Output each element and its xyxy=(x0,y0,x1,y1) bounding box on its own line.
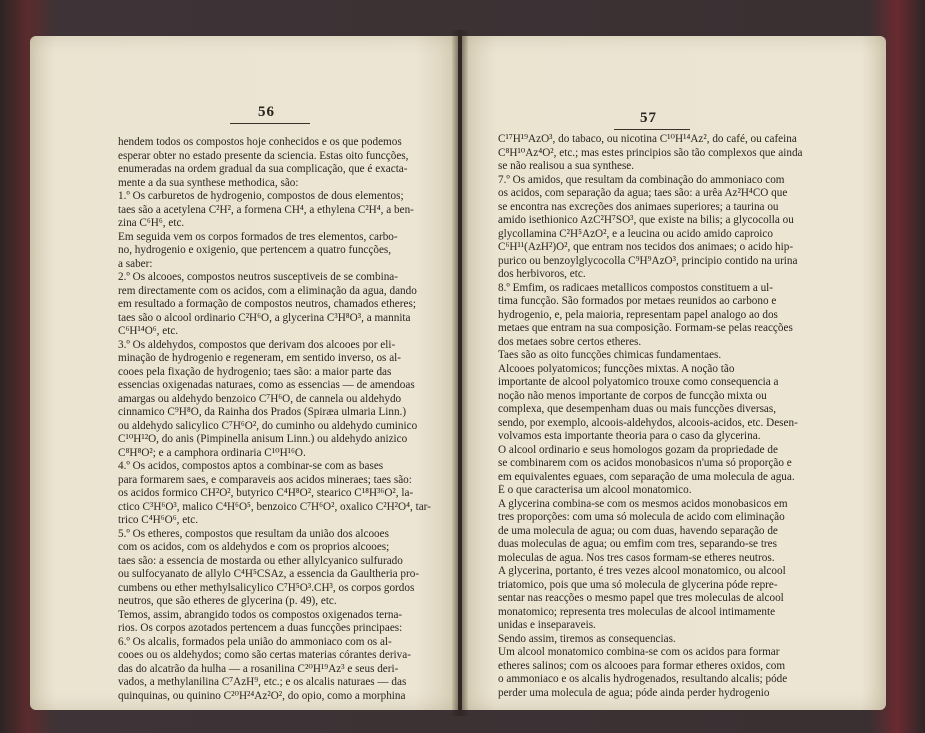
text-line: Temos, assim, abrangido todos os compostos oxigenados terna- xyxy=(118,608,403,621)
text-line: para formarem saes, e comparaveis aos acidos mineraes; taes são: xyxy=(118,473,412,486)
text-line: C⁸H¹⁰Az⁴O², etc.; mas estes principios são tão complexos que ainda xyxy=(498,146,803,159)
text-line: 6.º Os alcalis, formados pela união do ammoniaco com os al- xyxy=(118,635,392,648)
text-line: quinquinas, ou quinino C²⁰H²⁴Az²O², do opio, como a morphina xyxy=(118,689,406,702)
text-line: dos metaes sobre certos etheres. xyxy=(498,335,642,348)
text-line: 1.º Os carburetos de hydrogenio, compostos de dous elementos; xyxy=(118,190,404,202)
right-page xyxy=(462,36,886,710)
text-line: mente a da sua synthese methodica, são: xyxy=(118,176,299,189)
left-page xyxy=(30,36,458,710)
text-line: tres proporções: com uma só molecula de acido com eliminação xyxy=(498,511,785,523)
text-line: C⁸H⁸O²; e a camphora ordinaria C¹⁰H¹⁶O. xyxy=(118,446,306,459)
text-line: cooes pela fixação de hydrogenio; taes são: a maior parte das xyxy=(118,365,392,378)
text-line: 2.º Os alcooes, compostos neutros susceptiveis de se combina- xyxy=(118,271,398,283)
text-line: o ammoniaco e os alcalis hydrogenados, resultando alcalis; póde xyxy=(498,673,788,685)
text-line: em equivalentes eguaes, com separação de uma molecula de agua. xyxy=(498,470,795,483)
text-line: É o que caracterisa um alcool monatomico. xyxy=(498,484,692,496)
text-line: ou aldehydo salicylico C⁷H⁶O², do cuminho ou aldehydo cuminico xyxy=(118,419,418,432)
text-line: enumeradas na ordem gradual da sua complicação, que é exacta- xyxy=(118,163,408,175)
text-line: 5.º Os etheres, compostos que resultam da união dos alcooes xyxy=(118,527,389,540)
text-line: se não realisou a sua synthese. xyxy=(498,160,635,172)
text-line: taes são: a essencia de mostarda ou ether allylcyanico sulfurado xyxy=(118,554,403,567)
text-line: C⁶H¹¹(AzH²)O², que entram nos tecidos dos animaes; o acido hip- xyxy=(498,241,794,253)
text-line: ou sulfocyanato de allylo C⁴H⁵CSAz, a essencia da Gaultheria pro- xyxy=(118,568,420,580)
text-line: se combinarem com os acidos monobasicos n'uma só proporção e xyxy=(498,457,792,469)
text-line: 7.º Os amidos, que resultam da combinação do ammoniaco com xyxy=(498,173,785,186)
text-line: de uma molecula de agua; ou com duas, havendo separação de xyxy=(498,524,778,537)
text-line: cooes ou os aldehydos; como são certas materias córantes deriva- xyxy=(118,649,411,661)
left-page-text xyxy=(118,136,436,703)
text-line: ctico C³H⁶O³, malico C⁴H⁶O⁵, benzoico C⁷H⁶O², oxalico C²H²O⁴, tar- xyxy=(118,500,431,513)
text-line: Sendo assim, tiremos as consequencias. xyxy=(498,632,676,645)
text-line: no, hydrogenio e oxigenio, que pertencem a quatro funcções, xyxy=(118,244,392,256)
text-line: tima funcção. São formados por metaes reunidos ao carbono e xyxy=(498,295,777,307)
text-line: C¹⁰H¹²O, do anis (Pimpinella anisum Linn.) ou aldehydo anizico xyxy=(118,433,408,445)
text-line: hendem todos os compostos hoje conhecidos e os que podemos xyxy=(118,136,402,148)
text-line: A glycerina combina-se com os mesmos acidos monobasicos em xyxy=(498,497,788,510)
text-line: essencias oxigenadas naturaes, como as essencias — de amendoas xyxy=(118,379,415,391)
text-line: rios. Os corpos azotados pertencem a duas funcções principaes: xyxy=(118,622,403,634)
text-line: monatomico; representa tres moleculas de alcool intimamente xyxy=(498,605,776,618)
left-header-rule xyxy=(230,123,310,124)
text-line: rem directamente com os acidos, com a eliminação da agua, dando xyxy=(118,284,417,297)
text-line: cinnamico C⁹H⁸O, da Rainha dos Prados (Spiræa ulmaria Linn.) xyxy=(118,406,407,418)
text-line: volvamos esta importante theoria para o caso da glycerina. xyxy=(498,430,761,442)
text-line: Em seguida vem os corpos formados de tres elementos, carbo- xyxy=(118,230,398,243)
text-line: triatomico, pois que uma só molecula de glycerina póde repre- xyxy=(498,578,778,591)
text-line: sentar nas reacções o mesmo papel que tres moleculas de alcool xyxy=(498,592,784,604)
text-line: importante de alcool polyatomico trouxe como consequencia a xyxy=(498,376,779,388)
text-line: cumbens ou ether methylsalicylico C⁷H⁵O³.CH³, os corpos gordos xyxy=(118,581,415,594)
text-line: C⁶H¹⁴O⁶, etc. xyxy=(118,325,179,337)
text-line: unidas e inseparaveis. xyxy=(498,619,596,631)
text-line: O alcool ordinario e seus homologos gozam da propriedade de xyxy=(498,443,778,456)
text-line: trico C⁴H⁶O⁶, etc. xyxy=(118,514,199,526)
text-line: A glycerina, portanto, é tres vezes alcool monatomico, ou alcool xyxy=(498,565,786,577)
text-line: os acidos formico CH²O², butyrico C⁴H⁸O², stearico C¹⁸H³⁶O², la- xyxy=(118,487,414,499)
text-line: complexa, que desempenham duas ou mais funcções diversas, xyxy=(498,403,777,415)
text-line: se encontra nas excreções dos animaes superiores; a taurina ou xyxy=(498,200,779,213)
text-line: com os acidos, com os aldehydos e com os proprios alcooes; xyxy=(118,541,390,553)
text-line: Alcooes polyatomicos; funcções mixtas. A noção tão xyxy=(498,362,735,375)
text-line: taes são o alcool ordinario C²H⁶O, a glycerina C³H⁸O³, a mannita xyxy=(118,311,411,324)
right-page-number: 57 xyxy=(640,110,657,126)
text-line: etheres salinos; com os alcooes para formar etheres oxidos, com xyxy=(498,659,786,672)
text-line: amido isethionico AzC²H⁷SO³, que existe na bilis; a glycocolla ou xyxy=(498,214,794,226)
right-page-text xyxy=(498,133,850,700)
text-line: esperar obter no estado presente da sciencia. Estas oito funcções, xyxy=(118,149,409,162)
text-line: metaes que entram na sua composição. Formam-se pelas reacções xyxy=(498,322,793,334)
text-line: glycollamina C²H⁵AzO², e a leucina ou acido amido caproico xyxy=(498,227,773,240)
text-line: C¹⁷H¹⁹AzO³, do tabaco, ou nicotina C¹⁰H¹⁴Az², do café, ou cafeina xyxy=(498,133,797,145)
text-line: amargas ou aldehydo benzoico C⁷H⁶O, de cannela ou aldehydo xyxy=(118,392,402,405)
text-line: Taes são as oito funcções chimicas fundamentaes. xyxy=(498,349,722,361)
text-line: 4.º Os acidos, compostos aptos a combinar-se com as bases xyxy=(118,460,384,472)
text-line: 3.º Os aldehydos, compostos que derivam dos alcooes por eli- xyxy=(118,338,396,351)
text-line: perder uma molecula de agua; póde ainda perder hydrogenio xyxy=(498,686,770,699)
book-gutter xyxy=(452,30,468,716)
left-page-number: 56 xyxy=(258,104,275,120)
text-line: taes são a acetylena C²H², a formena CH⁴, a ethylena C²H⁴, a ben- xyxy=(118,203,414,216)
text-line: os acidos, com separação da agua; taes são: a urêa Az²H⁴CO que xyxy=(498,187,788,199)
text-line: em resultado a formação de compostos neutros, chamados etheres; xyxy=(118,298,416,310)
text-line: vados, a methylanilina C⁷AzH⁹, etc.; e os alcalis naturaes — das xyxy=(118,676,407,688)
text-line: zina C⁶H⁶, etc. xyxy=(118,217,185,229)
right-header-rule xyxy=(614,129,690,130)
text-line: 8.º Emfim, os radicaes metallicos compostos constituem a ul- xyxy=(498,281,774,294)
text-line: das do alcatrão da hulha — a rosanilina C²⁰H¹⁹Az³ e seus deri- xyxy=(118,662,399,675)
text-line: a saber: xyxy=(118,257,153,270)
text-line: neutros, que são etheres de glycerina (p. 49), etc. xyxy=(118,595,337,607)
text-line: sendo, por exemplo, alcoois-aldehydos, alcoois-acidos, etc. Desen- xyxy=(498,416,798,429)
text-line: hydrogenio, e, pela maioria, representam papel analogo ao dos xyxy=(498,308,778,321)
text-line: Um alcool monatomico combina-se com os acidos para formar xyxy=(498,646,780,658)
text-line: noção não menos importante de corpos de funcção mixta ou xyxy=(498,389,767,402)
text-line: purico ou benzoylglycocolla C⁹H⁹AzO³, principio contido na urina xyxy=(498,254,798,267)
text-line: moleculas de agua. Nos tres casos formam-se etheres neutros. xyxy=(498,551,775,564)
text-line: duas moleculas de agua; ou emfim com tres, separando-se tres xyxy=(498,538,777,550)
text-line: minação de hydrogenio e regeneram, em sentido inverso, os al- xyxy=(118,352,402,364)
text-line: dos herbivoros, etc. xyxy=(498,268,586,280)
